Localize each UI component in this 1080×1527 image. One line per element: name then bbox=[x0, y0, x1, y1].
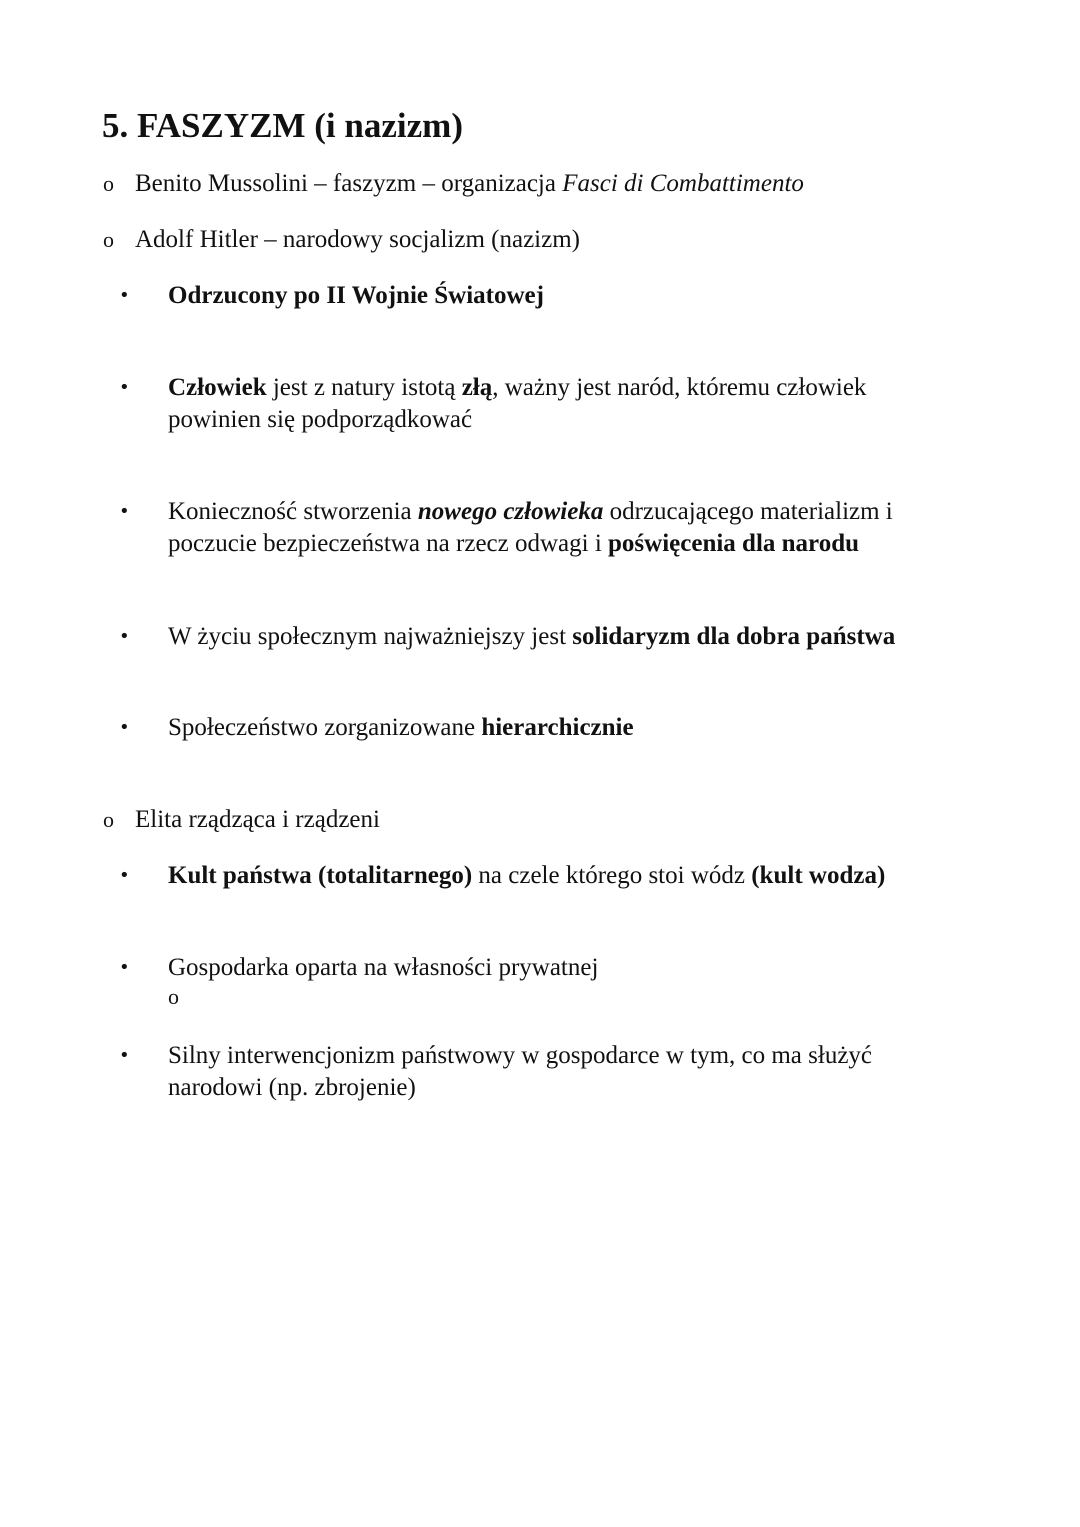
hollow-bullet-icon: o bbox=[103, 171, 114, 196]
point-bold-text: złą bbox=[461, 374, 493, 401]
list-item bbox=[119, 372, 949, 436]
section-text: Adolf Hitler – narodowy socjalizm (nazizm) bbox=[135, 226, 580, 253]
point-text: , ważny jest naród, któremu człowiek powinien się podporządkować bbox=[168, 374, 867, 433]
list-item bbox=[119, 621, 949, 653]
point-text: jest z natury istotą bbox=[266, 374, 462, 401]
hollow-bullet-icon: o bbox=[103, 227, 114, 252]
section-italic-text: Fasci di Combattimento bbox=[562, 170, 804, 197]
point-text: Silny interwencjonizm państwowy w gospodarce w tym, co ma służyć narodowi (np. zbrojenie) bbox=[168, 1042, 873, 1101]
section-text: Benito Mussolini – faszyzm – organizacja bbox=[135, 170, 563, 197]
bullet-icon: • bbox=[119, 957, 130, 978]
list-item bbox=[119, 860, 949, 892]
section-elite bbox=[103, 804, 380, 836]
hollow-bullet-icon: o bbox=[103, 807, 114, 832]
bullet-icon: • bbox=[119, 626, 130, 647]
section-mussolini bbox=[103, 168, 804, 200]
point-bold-text: solidaryzm dla dobra państwa bbox=[572, 623, 896, 650]
bullet-icon: • bbox=[119, 377, 130, 398]
point-bold-text: Kult państwa (totalitarnego) bbox=[168, 862, 473, 889]
point-text: Konieczność stworzenia bbox=[168, 498, 418, 525]
point-text: odrzucającego materializm i poczucie bezpieczeństwa na rzecz odwagi i bbox=[168, 498, 893, 557]
section-hitler bbox=[103, 224, 580, 256]
point-bold-text: poświęcenia dla narodu bbox=[608, 530, 860, 557]
list-item bbox=[119, 712, 949, 744]
list-item bbox=[119, 280, 949, 312]
point-text: Gospodarka oparta na własności prywatnej bbox=[168, 954, 599, 981]
bullet-icon: • bbox=[119, 285, 130, 306]
point-bold-italic-text: nowego człowieka bbox=[417, 498, 604, 525]
section-text: Elita rządząca i rządzeni bbox=[135, 806, 380, 833]
point-bold-text: Człowiek bbox=[168, 374, 267, 401]
bullet-icon: • bbox=[119, 1045, 130, 1066]
document-title: 5. FASZYZM (i nazizm) bbox=[102, 106, 463, 145]
point-bold-text: hierarchicznie bbox=[481, 714, 634, 741]
point-text: Społeczeństwo zorganizowane bbox=[168, 714, 482, 741]
bullet-icon: • bbox=[119, 501, 130, 522]
point-bold-text: Odrzucony po II Wojnie Światowej bbox=[168, 282, 544, 309]
list-item bbox=[119, 1040, 949, 1104]
point-text: W życiu społecznym najważniejszy jest bbox=[168, 623, 573, 650]
list-item bbox=[119, 496, 949, 560]
bullet-icon: • bbox=[119, 865, 130, 886]
point-bold-text: (kult wodza) bbox=[751, 862, 886, 889]
hollow-bullet-icon: o bbox=[168, 984, 179, 1009]
point-text: na czele którego stoi wódz bbox=[472, 862, 752, 889]
bullet-icon: • bbox=[119, 717, 130, 738]
list-item bbox=[119, 952, 949, 1010]
